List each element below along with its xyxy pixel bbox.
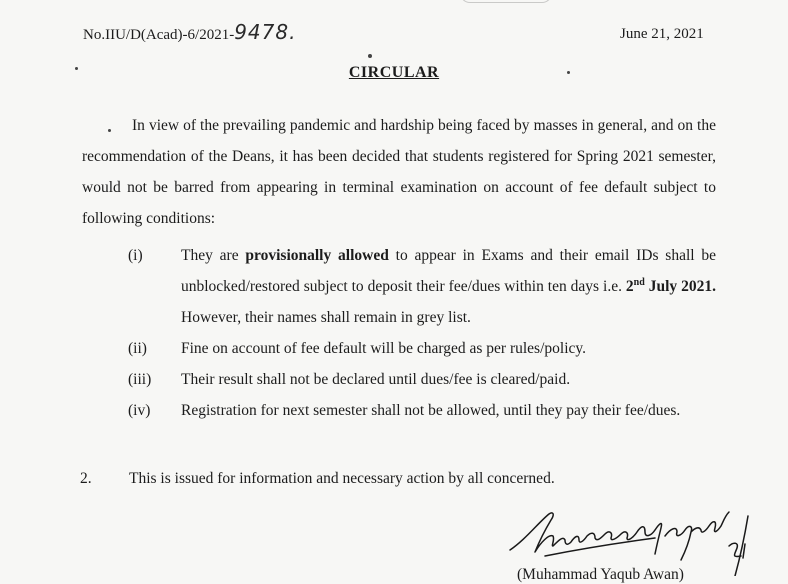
closing-number: 2. (80, 470, 92, 487)
scan-speck (368, 54, 372, 58)
letterhead-fragment (460, 0, 552, 3)
reference-prefix: No.IIU/D(Acad)-6/2021- (83, 27, 235, 43)
closing-paragraph (80, 470, 555, 488)
condition-item (128, 395, 716, 426)
deadline-date: 2nd July 2021. (625, 276, 716, 295)
circular-title: CIRCULAR (348, 64, 440, 81)
reference-handwritten-number: 9478. (234, 20, 297, 44)
condition-number: (i) (128, 247, 143, 264)
condition-number: (iii) (128, 371, 152, 388)
closing-text: This is issued for information and necessary action by all concerned. (129, 470, 555, 487)
condition-number: (iv) (128, 402, 151, 419)
condition-number: (ii) (128, 340, 147, 357)
condition-text: They are provisionally allowed to appear in Exams and their email IDs shall be unblocked/restored subject to deposit their fee/dues within ten days i.e. 2nd July 2021. However, their names shall remain in grey list. (181, 247, 717, 326)
signer-name: (Muhammad Yaqub Awan) (517, 566, 684, 583)
provisionally-allowed-emphasis: provisionally allowed (245, 247, 389, 264)
condition-item (128, 240, 716, 333)
condition-text: Fine on account of fee default will be charged as per rules/policy. (181, 340, 587, 357)
condition-item (128, 333, 716, 364)
intro-paragraph: In view of the prevailing pandemic and hardship being faced by masses in general, and on the recommendation of the Deans, it has been decided that students registered for Spring 2021 semester, would not be barred from appearing in terminal examination on account of fee default subject to following conditions: (82, 117, 716, 227)
condition-text: Their result shall not be declared until dues/fee is cleared/paid. (181, 371, 571, 388)
condition-item (128, 364, 716, 395)
condition-text: Registration for next semester shall not be allowed, until they pay their fee/dues. (181, 402, 681, 419)
circular-date: June 21, 2021 (620, 26, 704, 42)
reference-number (83, 20, 296, 44)
